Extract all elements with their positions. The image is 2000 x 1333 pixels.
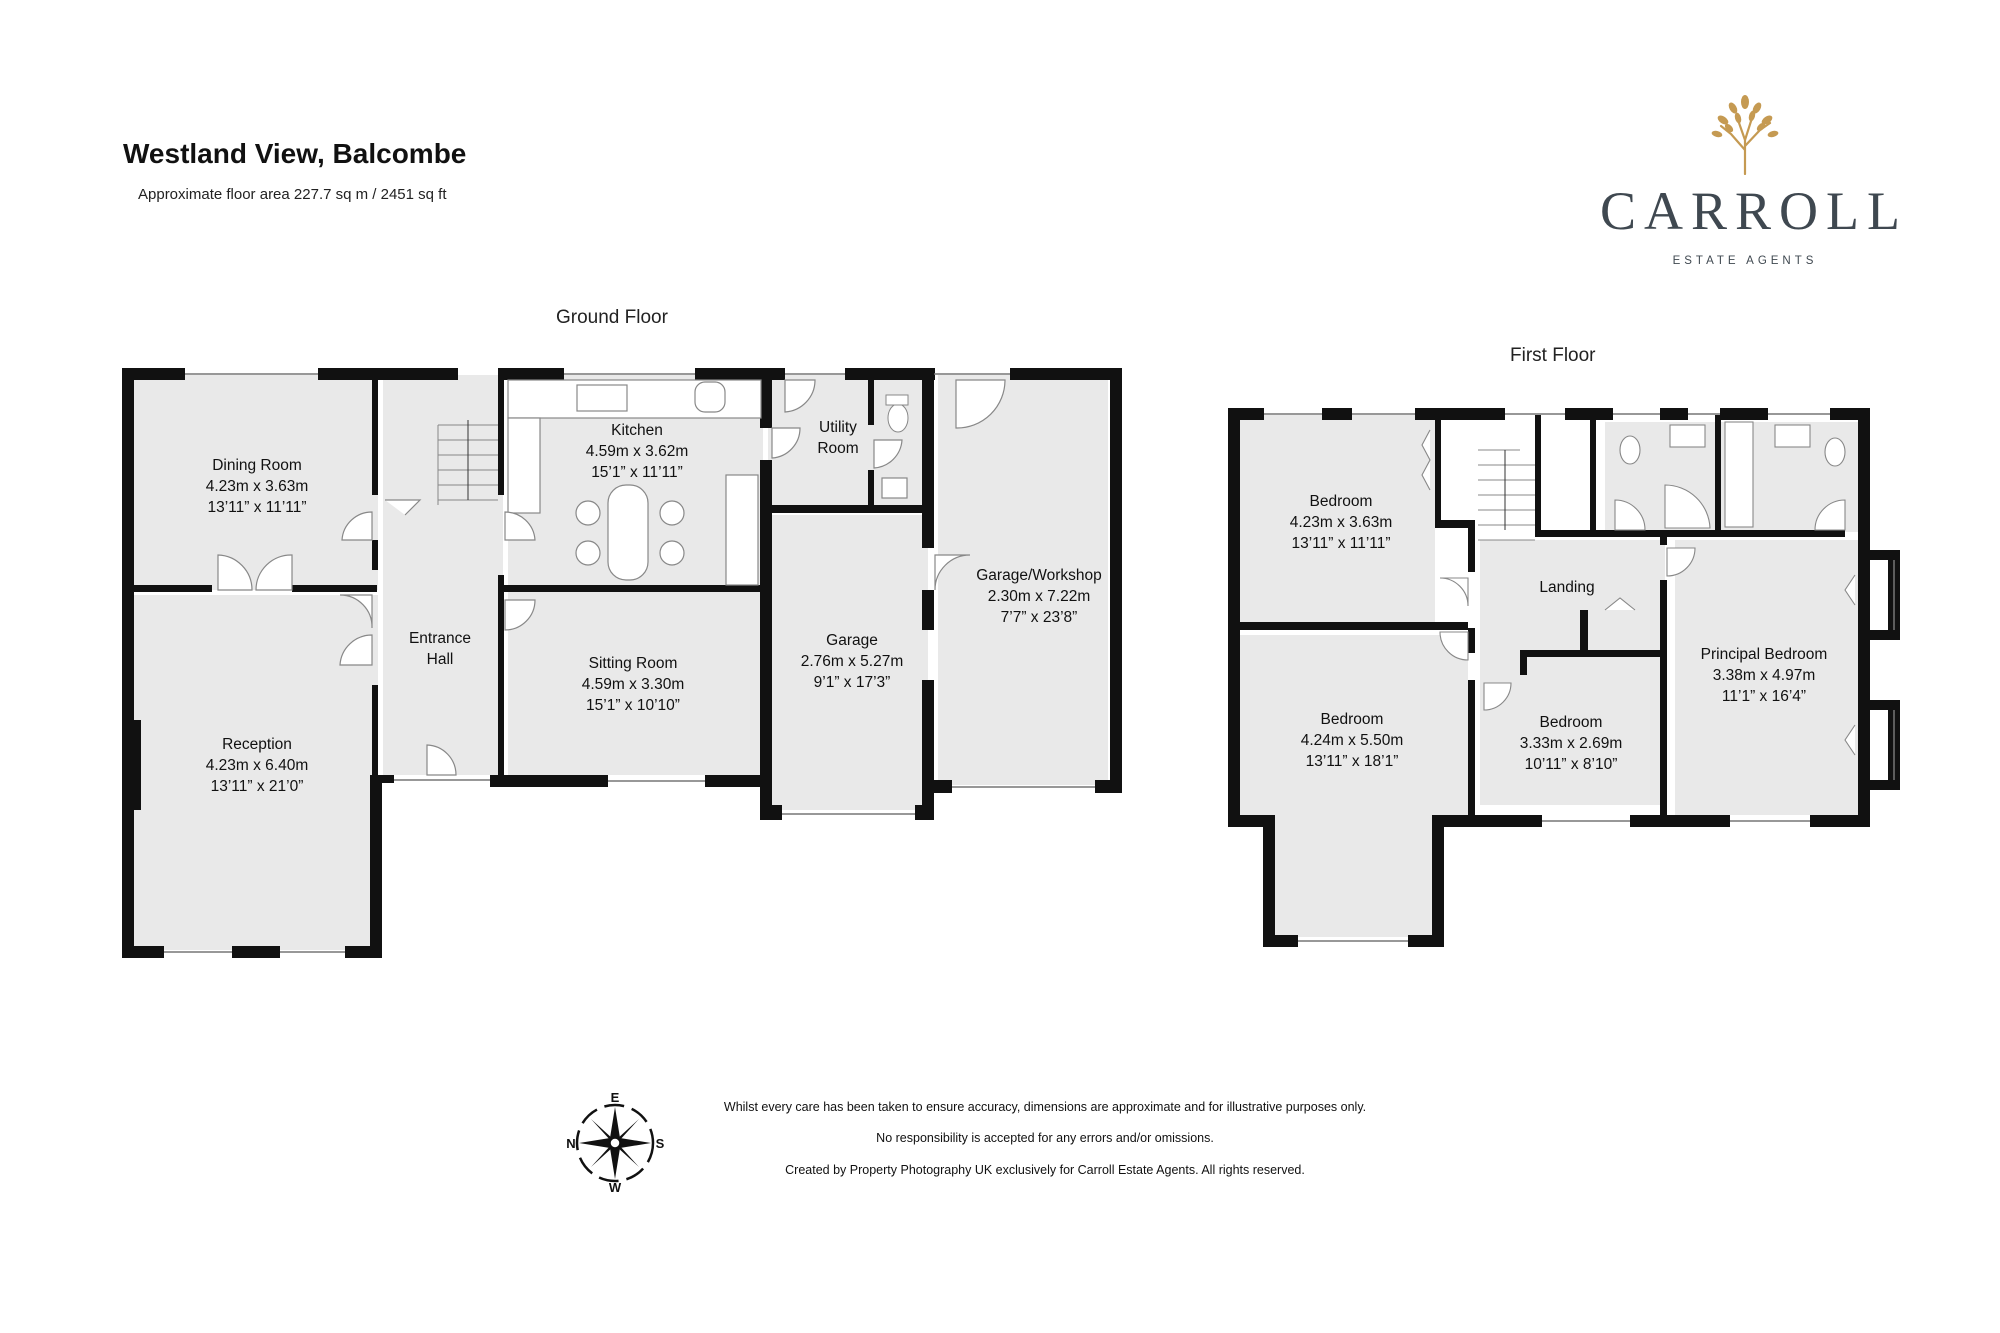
room-garage-workshop: Garage/Workshop 2.30m x 7.22m 7’7” x 23’8” [976,567,1102,626]
compass-icon [565,1093,665,1193]
room-sitting: Sitting Room 4.59m x 3.30m 15’1” x 10’10” [581,655,685,714]
brand-name: CARROLL [1600,181,1909,241]
room-garage: Garage 2.76m x 5.27m 9’1” x 17’3” [800,632,904,691]
floor-area-text: Approximate floor area 227.7 sq m / 2451 sq ft [138,186,447,203]
room-bedroom-2: Bedroom 4.24m x 5.50m 13’11” x 18’1” [1300,711,1404,770]
disclaimer-accuracy: Whilst every care has been taken to ensure accuracy, dimensions are approximate and for illustrative purposes only. [723,1100,1367,1114]
room-kitchen: Kitchen 4.59m x 3.62m 15’1” x 11’11” [585,422,689,481]
room-bedroom-1: Bedroom 4.23m x 3.63m 13’11” x 11’11” [1289,493,1393,552]
room-principal-bedroom: Principal Bedroom 3.38m x 4.97m 11’1” x 16’4” [1700,646,1828,705]
room-dining: Dining Room 4.23m x 3.63m 13’11” x 11’11” [205,457,309,516]
ground-floor-label: Ground Floor [556,307,668,328]
compass-label-e: E [610,1093,620,1105]
disclaimer-credit: Created by Property Photography UK exclusively for Carroll Estate Agents. All rights reserved. [785,1163,1305,1177]
property-title: Westland View, Balcombe [123,138,467,169]
compass-label-w: W [608,1180,622,1193]
brand-tagline: ESTATE AGENTS [1672,255,1818,267]
disclaimer-responsibility: No responsibility is accepted for any errors and/or omissions. [876,1131,1214,1145]
first-floor-label: First Floor [1510,345,1596,366]
compass-label-n: N [566,1136,576,1151]
compass-label-s: S [655,1136,665,1151]
first-floor-plan [1228,408,1900,947]
ground-floor-plan [122,368,1122,958]
room-landing: Landing [1539,579,1595,596]
room-utility: Utility Room [817,419,859,457]
room-bedroom-3: Bedroom 3.33m x 2.69m 10’11” x 8’10” [1519,714,1623,773]
room-entrance-hall: Entrance Hall [408,630,472,668]
room-reception: Reception 4.23m x 6.40m 13’11” x 21’0” [205,736,309,795]
